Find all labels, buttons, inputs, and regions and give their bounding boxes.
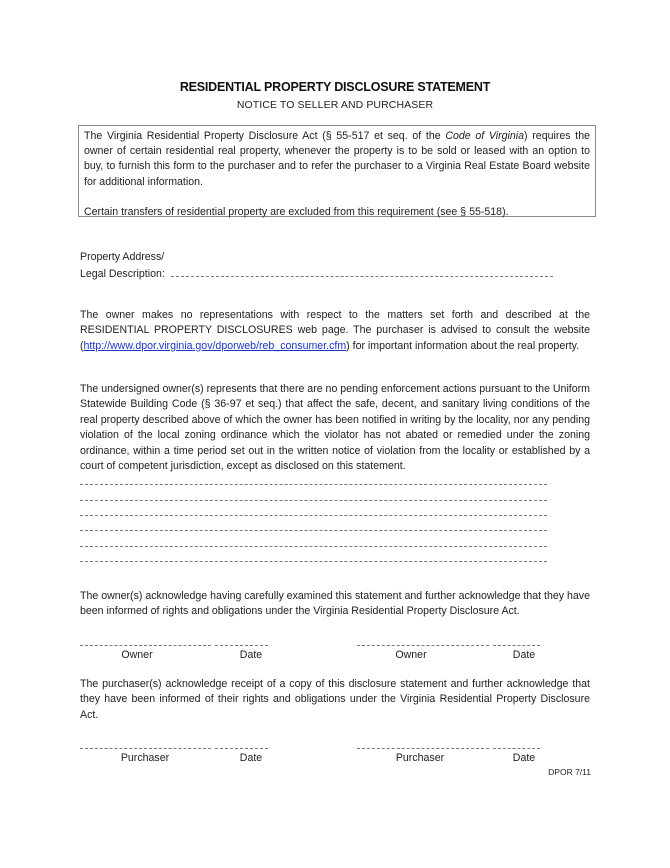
enforcement-section bbox=[80, 382, 590, 566]
notice-paragraph-exclusions: Certain transfers of residential property are excluded from this requirement (see § 55-518). bbox=[84, 205, 509, 218]
owner-1-label: Owner bbox=[121, 649, 153, 661]
purchaser-2-signature-line[interactable] bbox=[357, 747, 489, 749]
purchaser-signature-row bbox=[80, 747, 600, 777]
representations-section bbox=[80, 308, 590, 354]
owner-1-signature-line[interactable] bbox=[80, 644, 211, 646]
owner-2-date-label: Date bbox=[512, 649, 536, 661]
disclosure-line[interactable] bbox=[80, 551, 547, 566]
disclosure-lines bbox=[80, 474, 590, 566]
owner-2-signature-line[interactable] bbox=[357, 644, 489, 646]
purchaser-1-label: Purchaser bbox=[120, 752, 170, 764]
owner-2-date-line[interactable] bbox=[493, 644, 540, 646]
purchaser-acknowledgement-section bbox=[80, 677, 590, 723]
owner-1-date-label: Date bbox=[239, 649, 263, 661]
enforcement-paragraph: The undersigned owner(s) represents that there are no pending enforcement actions pursuant to the Uniform Statewide Building Code (§ 36-97 et seq.) that affect the safe, decent, and sanitary living conditions of the real property described above of which the owner has been notified in writing by the locality, nor any pending violation of the local zoning ordinance which the violator has not abated or remedied under the zoning ordinance, within a time period set out in the written notice of violation from the locality or established by a court of competent jurisdiction, except as disclosed on this statement. bbox=[80, 383, 590, 473]
notice-text: ) requires the owner of certain residential real property, whenever the property is to be sold or leased with an option to buy, to furnish this form to the purchaser and to refer the purchaser to a Virginia Real Estate Board website for additional information. bbox=[84, 130, 590, 188]
purchaser-1-date-line[interactable] bbox=[215, 747, 268, 749]
purchaser-2-date-line[interactable] bbox=[493, 747, 540, 749]
code-of-virginia-italic: Code of Virginia bbox=[445, 130, 525, 142]
notice-paragraph-act bbox=[84, 129, 590, 190]
purchaser-2-label: Purchaser bbox=[395, 752, 445, 764]
representations-paragraph bbox=[80, 308, 590, 354]
purchaser-1-signature-line[interactable] bbox=[80, 747, 211, 749]
disclosure-line[interactable] bbox=[80, 505, 547, 520]
purchaser-2-date-label: Date bbox=[512, 752, 536, 764]
purchaser-1-date-label: Date bbox=[239, 752, 263, 764]
disclosure-line[interactable] bbox=[80, 490, 547, 505]
purchaser-acknowledgement-paragraph: The purchaser(s) acknowledge receipt of a copy of this disclosure statement and further acknowledge that they have been informed of their rights and obligations under the Virginia Residential Property Disclosure Act. bbox=[80, 678, 590, 721]
representations-text: ) for important information about the real property. bbox=[346, 339, 580, 352]
owner-1-date-line[interactable] bbox=[215, 644, 268, 646]
legal-description-field[interactable] bbox=[171, 266, 553, 277]
property-address-section bbox=[80, 250, 600, 282]
representations-text: The owner makes no representations with respect to the matters set forth and described at the RESIDENTIAL PROPERTY DISCLOSURES web page. The purchaser is advised to consult the website ( bbox=[80, 309, 590, 352]
disclosure-line[interactable] bbox=[80, 536, 547, 551]
owner-acknowledgement-paragraph: The owner(s) acknowledge having carefully examined this statement and further acknowledge that they have been informed of rights and obligations under the Virginia Residential Property Disclosure Act. bbox=[80, 590, 590, 618]
dpor-website-link[interactable]: http://www.dpor.virginia.gov/dporweb/reb_consumer.cfm bbox=[83, 339, 347, 352]
disclosure-line[interactable] bbox=[80, 520, 547, 535]
owner-signature-row bbox=[80, 644, 600, 674]
document-title: RESIDENTIAL PROPERTY DISCLOSURE STATEMENT bbox=[179, 80, 491, 94]
owner-acknowledgement-section bbox=[80, 589, 590, 620]
owner-2-label: Owner bbox=[395, 649, 427, 661]
document-subtitle: NOTICE TO SELLER AND PURCHASER bbox=[236, 99, 434, 111]
notice-text: The Virginia Residential Property Disclosure Act (§ 55-517 et seq. of the bbox=[84, 130, 446, 142]
property-address-label: Property Address/ bbox=[80, 251, 165, 263]
legal-description-row bbox=[80, 266, 600, 283]
form-code: DPOR 7/11 bbox=[548, 767, 591, 777]
notice-box bbox=[78, 125, 596, 217]
disclosure-line[interactable] bbox=[80, 474, 547, 489]
legal-description-label: Legal Description: bbox=[80, 267, 165, 280]
